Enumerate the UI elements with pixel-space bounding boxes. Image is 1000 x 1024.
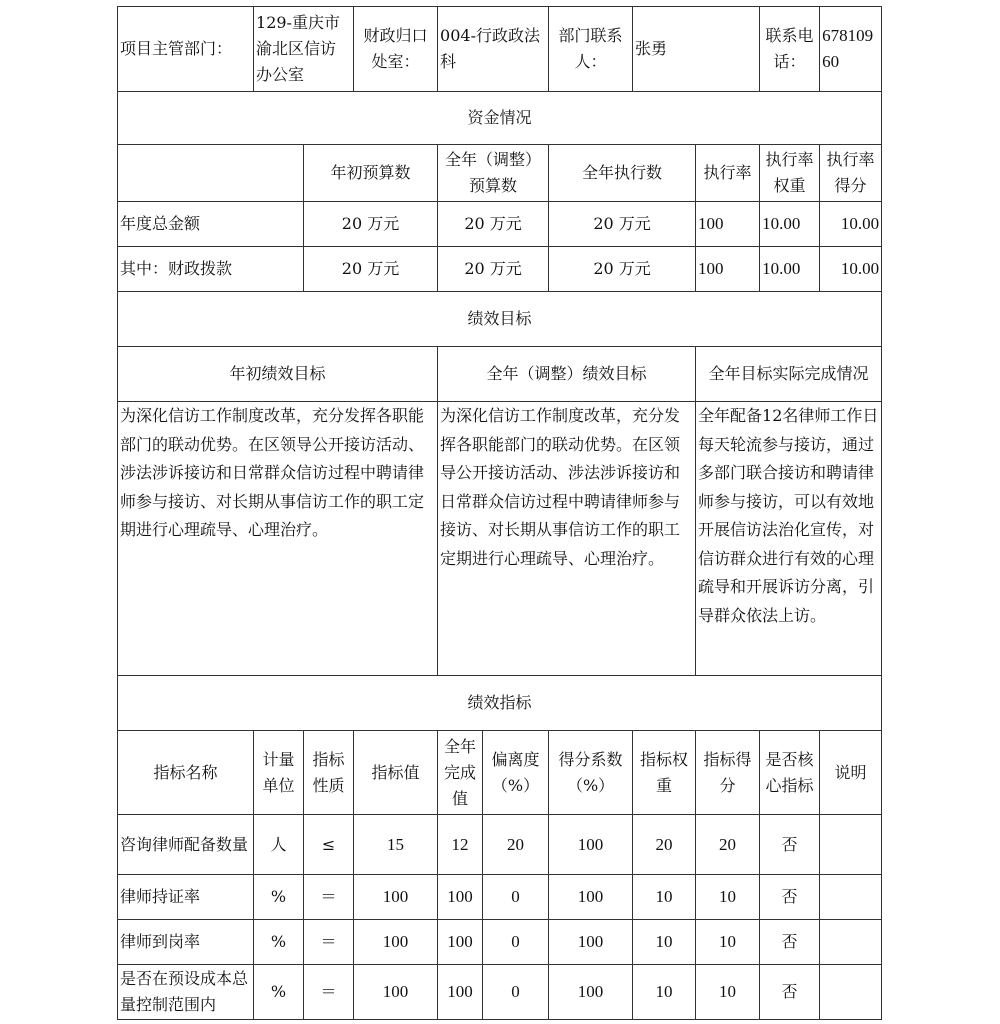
- funds-title-row: [118, 92, 882, 145]
- funds-cell: 20 万元: [549, 247, 696, 292]
- indicator-coef: 100: [549, 875, 633, 920]
- funds-row-total: [118, 202, 882, 247]
- funds-row-label: 其中：财政拨款: [118, 247, 304, 292]
- goals-title: 绩效目标: [118, 292, 882, 347]
- indicator-score: 20: [696, 815, 760, 875]
- dept-value: 129-重庆市渝北区信访办公室: [254, 7, 354, 92]
- indicator-deviation: 0: [483, 965, 549, 1020]
- indicator-unit: %: [254, 965, 304, 1020]
- funds-header-executed: 全年执行数: [549, 145, 696, 202]
- funds-cell: 10.00: [760, 247, 820, 292]
- indicator-core: 否: [760, 920, 820, 965]
- funds-header-score: 执行率得分: [820, 145, 882, 202]
- indicator-complete: 100: [438, 965, 483, 1020]
- ind-header-complete: 全年完成值: [438, 731, 483, 815]
- funds-row-fiscal: [118, 247, 882, 292]
- ind-header-note: 说明: [820, 731, 882, 815]
- indicator-unit: %: [254, 920, 304, 965]
- indicator-row: [118, 965, 882, 1020]
- indicators-header-row: [118, 731, 882, 815]
- indicator-deviation: 20: [483, 815, 549, 875]
- indicator-row: [118, 815, 882, 875]
- funds-row-label: 年度总金额: [118, 202, 304, 247]
- funds-cell: 100: [696, 202, 760, 247]
- indicator-target: 15: [354, 815, 438, 875]
- phone-label: 联系电话：: [760, 7, 820, 92]
- indicator-complete: 100: [438, 920, 483, 965]
- funds-cell: 10.00: [820, 247, 882, 292]
- goals-header-adjusted: 全年（调整）绩效目标: [438, 347, 696, 402]
- indicators-title: 绩效指标: [118, 676, 882, 731]
- indicator-note: [820, 965, 882, 1020]
- funds-cell: 10.00: [820, 202, 882, 247]
- funds-cell: 10.00: [760, 202, 820, 247]
- indicator-row: [118, 875, 882, 920]
- performance-report: [117, 6, 881, 1020]
- indicator-nature: ＝: [304, 965, 354, 1020]
- ind-header-weight: 指标权重: [633, 731, 696, 815]
- ind-header-core: 是否核心指标: [760, 731, 820, 815]
- indicator-unit: %: [254, 875, 304, 920]
- ind-header-target: 指标值: [354, 731, 438, 815]
- funds-header-initial: 年初预算数: [304, 145, 438, 202]
- indicator-complete: 12: [438, 815, 483, 875]
- indicators-body: [118, 815, 882, 1020]
- indicator-name: 是否在预设成本总量控制范围内: [118, 965, 254, 1020]
- indicator-target: 100: [354, 920, 438, 965]
- indicator-weight: 20: [633, 815, 696, 875]
- funds-title: 资金情况: [118, 92, 882, 145]
- indicator-target: 100: [354, 875, 438, 920]
- report-table: [117, 6, 882, 1020]
- indicator-core: 否: [760, 965, 820, 1020]
- contact-label: 部门联系人：: [549, 7, 633, 92]
- indicator-note: [820, 815, 882, 875]
- indicator-weight: 10: [633, 965, 696, 1020]
- ind-header-score: 指标得分: [696, 731, 760, 815]
- ind-header-unit: 计量单位: [254, 731, 304, 815]
- header-row: [118, 7, 882, 92]
- indicator-coef: 100: [549, 965, 633, 1020]
- goals-content-row: [118, 402, 882, 676]
- contact-value: 张勇: [633, 7, 760, 92]
- funds-cell: 100: [696, 247, 760, 292]
- indicator-score: 10: [696, 920, 760, 965]
- dept-label: 项目主管部门：: [118, 7, 254, 92]
- ind-header-name: 指标名称: [118, 731, 254, 815]
- funds-cell: 20 万元: [549, 202, 696, 247]
- goals-header-actual: 全年目标实际完成情况: [696, 347, 882, 402]
- indicator-deviation: 0: [483, 920, 549, 965]
- indicator-row: [118, 920, 882, 965]
- indicator-name: 律师到岗率: [118, 920, 254, 965]
- funds-cell: 20 万元: [304, 247, 438, 292]
- indicator-weight: 10: [633, 875, 696, 920]
- indicator-complete: 100: [438, 875, 483, 920]
- indicator-deviation: 0: [483, 875, 549, 920]
- indicator-core: 否: [760, 815, 820, 875]
- funds-cell: 20 万元: [438, 202, 549, 247]
- goals-title-row: [118, 292, 882, 347]
- indicators-title-row: [118, 676, 882, 731]
- funds-header-blank: [118, 145, 304, 202]
- indicator-weight: 10: [633, 920, 696, 965]
- funds-header-adjusted: 全年（调整）预算数: [438, 145, 549, 202]
- goal-initial-text: 为深化信访工作制度改革，充分发挥各职能部门的联动优势。在区领导公开接访活动、涉法涉诉接访和日常群众信访过程中聘请律师参与接访、对长期从事信访工作的职工定期进行心理疏导、心理治疗。: [118, 402, 438, 676]
- indicator-unit: 人: [254, 815, 304, 875]
- fin-value: 004-行政政法科: [438, 7, 549, 92]
- ind-header-deviation: 偏离度（%）: [483, 731, 549, 815]
- funds-cell: 20 万元: [304, 202, 438, 247]
- phone-value: 67810960: [820, 7, 882, 92]
- funds-header-weight: 执行率权重: [760, 145, 820, 202]
- indicator-score: 10: [696, 965, 760, 1020]
- indicator-core: 否: [760, 875, 820, 920]
- fin-label: 财政归口处室：: [354, 7, 438, 92]
- goals-header-initial: 年初绩效目标: [118, 347, 438, 402]
- indicator-nature: ＝: [304, 920, 354, 965]
- funds-header-rate: 执行率: [696, 145, 760, 202]
- indicator-target: 100: [354, 965, 438, 1020]
- goal-adjusted-text: 为深化信访工作制度改革，充分发挥各职能部门的联动优势。在区领导公开接访活动、涉法涉诉接访和日常群众信访过程中聘请律师参与接访、对长期从事信访工作的职工定期进行心理疏导、心理治疗。: [438, 402, 696, 676]
- ind-header-coef: 得分系数（%）: [549, 731, 633, 815]
- indicator-name: 咨询律师配备数量: [118, 815, 254, 875]
- indicator-name: 律师持证率: [118, 875, 254, 920]
- indicator-score: 10: [696, 875, 760, 920]
- indicator-note: [820, 875, 882, 920]
- indicator-coef: 100: [549, 920, 633, 965]
- funds-header-row: [118, 145, 882, 202]
- indicator-coef: 100: [549, 815, 633, 875]
- indicator-note: [820, 920, 882, 965]
- funds-cell: 20 万元: [438, 247, 549, 292]
- goal-actual-text: 全年配备12名律师工作日每天轮流参与接访，通过多部门联合接访和聘请律师参与接访，可以有效地开展信访法治化宣传，对信访群众进行有效的心理疏导和开展诉访分离，引导群众依法上访。: [696, 402, 882, 676]
- ind-header-nature: 指标性质: [304, 731, 354, 815]
- indicator-nature: ≤: [304, 815, 354, 875]
- indicator-nature: ＝: [304, 875, 354, 920]
- goals-header-row: [118, 347, 882, 402]
